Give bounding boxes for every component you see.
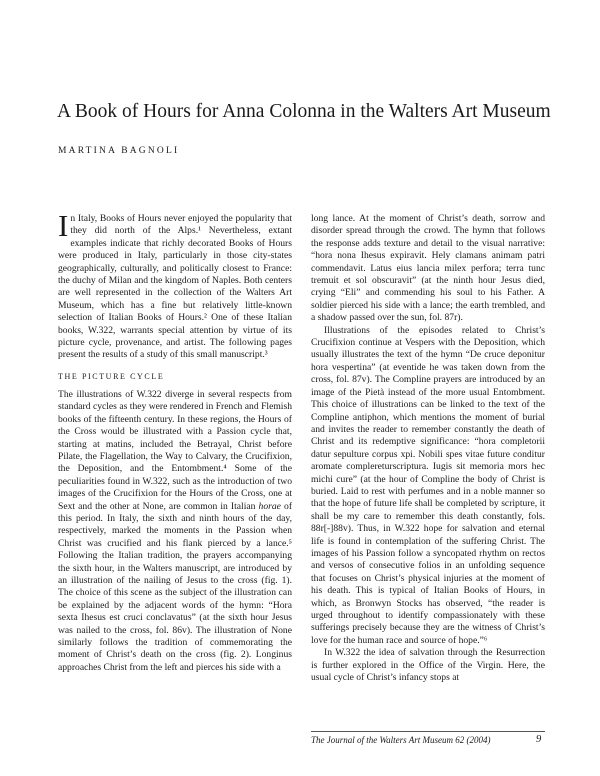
section-heading: THE PICTURE CYCLE xyxy=(58,371,165,381)
paragraph-crucifixion: Illustrations of the episodes related to Christ’s Crucifixion continue at Vespers with the Deposition, which usually illustrates the text of the hymn “De cruce deponitur hora vespertina” (at eventide he was taken down from the cross, fol. 87v). The Compline prayers are introduced by an image of the Pietà instead of the more usual Entombment. This choice of illustrations can be linked to the text of the Compline antiphon, which mentions the moment of burial and invites the reader to remember constantly the death of Christ and its redemptive significance: “hora completorii datur sepulture corpus xpi. Nobili spes vitae future conditur aromate complereturscriptura. Iugis sit memoria mors hec michi cure” (at the hour of Compline the body of Christ is buried. Laid to rest with perfumes and in a noble manner so that the hope of future life shall be completed by scripture, it shall be my care to remember this death constantly, fols. 88r[-]88v). Thus, in W.322 hope for salvation and eternal life is found in contemplation of the suffering Christ. The images of his Passion follow a syncopated rhythm on rectos and versos of consecutive folios in an unfolding sequence that focuses on Christ’s physical injuries at the moment of his death. This is typical of Italian Books of Hours, in which, as Bronwyn Stocks has observed, “the reader is urged throughout to identify compassionately with these sufferings precisely because they are the witness of Christ’s love for the human race and source of hope.”⁶ xyxy=(311,324,545,646)
paragraph-text-continued: of this period. In Italy, the sixth and ninth hours of the day, respectively, marked the moments in the Passion when Christ was crucified and his flank pierced by a lance.⁵ Following the Italian tradition, the prayers accompanying the sixth hour, in the Walters manuscript, are introduced by an illustration of the nailing of Jesus to the cross (fig. 1). The choice of this scene as the subject of the illustration can be explained by the adjacent words of the hymn: “Hora sexta Ihesus est cruci conclavatus” (at the sixth hour Jesus was nailed to the cross, fol. 86v). The illustration of None similarly follows the tradition of commemorating the moment of Christ’s death on the cross (fig. 2). Longinus approaches Christ from the left and pierces his side with a xyxy=(58,500,293,673)
left-column xyxy=(58,208,293,674)
paragraph-continuation: long lance. At the moment of Christ’s death, sorrow and disorder spread through the crowd. The hymn that follows the response adds texture and detail to the visual narrative: “hora nona Ihesus expiravit. Hely clamans animam patri commendavit. Latus eius lancia milex perfora; terra tunc tremuit et sol obscuravit” (at the ninth hour Jesus died, crying “Eli” and commending his soul to his Father. A soldier pierced his side with a lance; the earth trembled, and a shadow passed over the sun, fol. 87r). xyxy=(311,213,545,324)
picture-cycle-paragraph xyxy=(58,389,292,674)
intro-paragraph xyxy=(58,208,292,362)
author-name: MARTINA BAGNOLI xyxy=(58,146,180,156)
page-number: 9 xyxy=(536,734,542,745)
footer-divider xyxy=(311,731,545,732)
paragraph-text: The illustrations of W.322 diverge in several respects from standard cycles as they were rendered in French and Flemish books of the fifteenth century. In these regions, the Hours of the Cross would be illustrated with a Passion cycle that, starting at matins, included the Betrayal, Christ before Pilate, the Flagellation, the Way to Calvary, the Crucifixion, the Deposition, and the Entombment.⁴ Some of the peculiarities found in W.322, such as the introduction of two images of the Crucifixion for the Hours of the Cross, one at Sext and the other at None, are common in Italian xyxy=(58,388,292,512)
drop-cap: I xyxy=(58,208,69,243)
paragraph-resurrection: In W.322 the idea of salvation through the Resurrection is further explored in the Office of the Virgin. Here, the usual cycle of Christ’s infancy stops at xyxy=(311,647,545,684)
article-title: A Book of Hours for Anna Colonna in the Walters Art Museum xyxy=(57,101,551,122)
right-column xyxy=(311,213,545,684)
journal-citation: The Journal of the Walters Art Museum 62 (2004) xyxy=(311,735,491,745)
italic-term: horae xyxy=(258,500,281,512)
intro-text: n Italy, Books of Hours never enjoyed the popularity that they did north of the Alps.¹ Nevertheless, extant examples indicate that richly decorated Books of Hours were produced in Italy, particularly in those city-states geographically, culturally, and politically closest to France: the duchy of Milan and the kingdom of Naples. Both centers are well represented in the collection of the Walters Art Museum, which has a fine but relatively little-known selection of Italian Books of Hours.² One of these Italian books, W.322, warrants special attention by virtue of its picture cycle, provenance, and artist. The following pages present the results of a study of this small manuscript.³ xyxy=(58,213,292,361)
